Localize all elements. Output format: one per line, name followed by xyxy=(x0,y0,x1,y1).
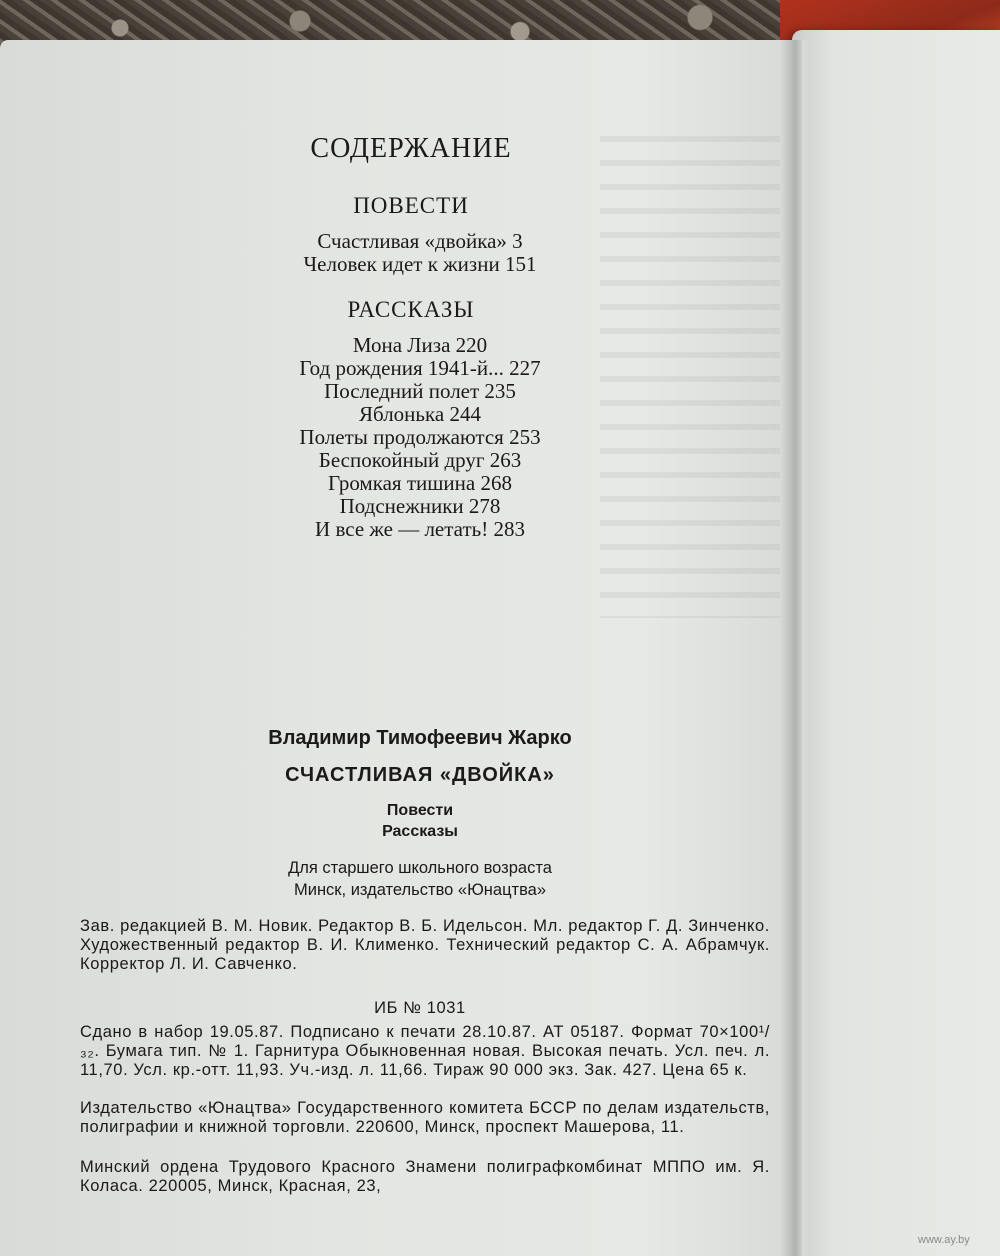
genre-rasskazy: Рассказы xyxy=(382,823,458,840)
author-name: Владимир Тимофеевич Жарко xyxy=(268,727,572,749)
contents-title: СОДЕРЖАНИЕ xyxy=(310,133,512,164)
publisher-full: Издательство «Юнацтва» Государственного комитета БССР по делам издательств, полиграфии и книжной торговли. 220600, Минск, проспект Машерова, 11. xyxy=(80,1099,770,1136)
toc-entry: Яблонька 244 xyxy=(359,402,481,426)
editorial-staff: Зав. редакцией В. М. Новик. Редактор В. Б. Идельсон. Мл. редактор Г. Д. Зинченко. Художественный редактор В. И. Клименко. Технический редактор С. А. Абрамчук. Корректор Л. И. Савченко. xyxy=(80,917,770,973)
toc-entry: Полеты продолжаются 253 xyxy=(299,425,541,449)
ib-number: ИБ № 1031 xyxy=(374,999,466,1017)
toc-entry: Подснежники 278 xyxy=(339,494,501,518)
watermark: www.ay.by xyxy=(918,1234,970,1246)
toc-entry: Беспокойный друг 263 xyxy=(318,448,522,472)
show-through-text xyxy=(600,118,780,618)
toc-entry: Громкая тишина 268 xyxy=(328,471,512,495)
book-title: СЧАСТЛИВАЯ «ДВОЙКА» xyxy=(285,764,555,786)
right-page xyxy=(792,30,1000,1256)
section-heading-povesti: ПОВЕСТИ xyxy=(353,193,469,218)
toc-entry: Счастливая «двойка» 3 xyxy=(317,229,523,253)
audience-line: Для старшего школьного возраста xyxy=(288,859,552,877)
printer-info: Минский ордена Трудового Красного Знамени полиграфкомбинат МППО им. Я. Коласа. 220005, Минск, Красная, 23, xyxy=(80,1158,770,1195)
toc-entry: Год рождения 1941-й... 227 xyxy=(299,356,541,380)
section-heading-rasskazy: РАССКАЗЫ xyxy=(347,297,475,322)
toc-entry: Мона Лиза 220 xyxy=(352,333,488,357)
toc-entry: Человек идет к жизни 151 xyxy=(303,252,537,276)
print-data: Сдано в набор 19.05.87. Подписано к печати 28.10.87. АТ 05187. Формат 70×100¹/₃₂. Бумага тип. № 1. Гарнитура Обыкновенная новая. Высокая печать. Усл. печ. л. 11,70. Усл. кр.-отт. 11,93. Уч.-изд. л. 11,66. Тираж 90 000 экз. Зак. 427. Цена 65 к. xyxy=(80,1023,770,1079)
publisher-line: Минск, издательство «Юнацтва» xyxy=(293,881,547,899)
toc-entry: Последний полет 235 xyxy=(324,379,516,403)
genre-povesti: Повести xyxy=(386,802,454,819)
page-gutter-shadow xyxy=(780,40,802,1256)
toc-entry: И все же — летать! 283 xyxy=(315,517,525,541)
